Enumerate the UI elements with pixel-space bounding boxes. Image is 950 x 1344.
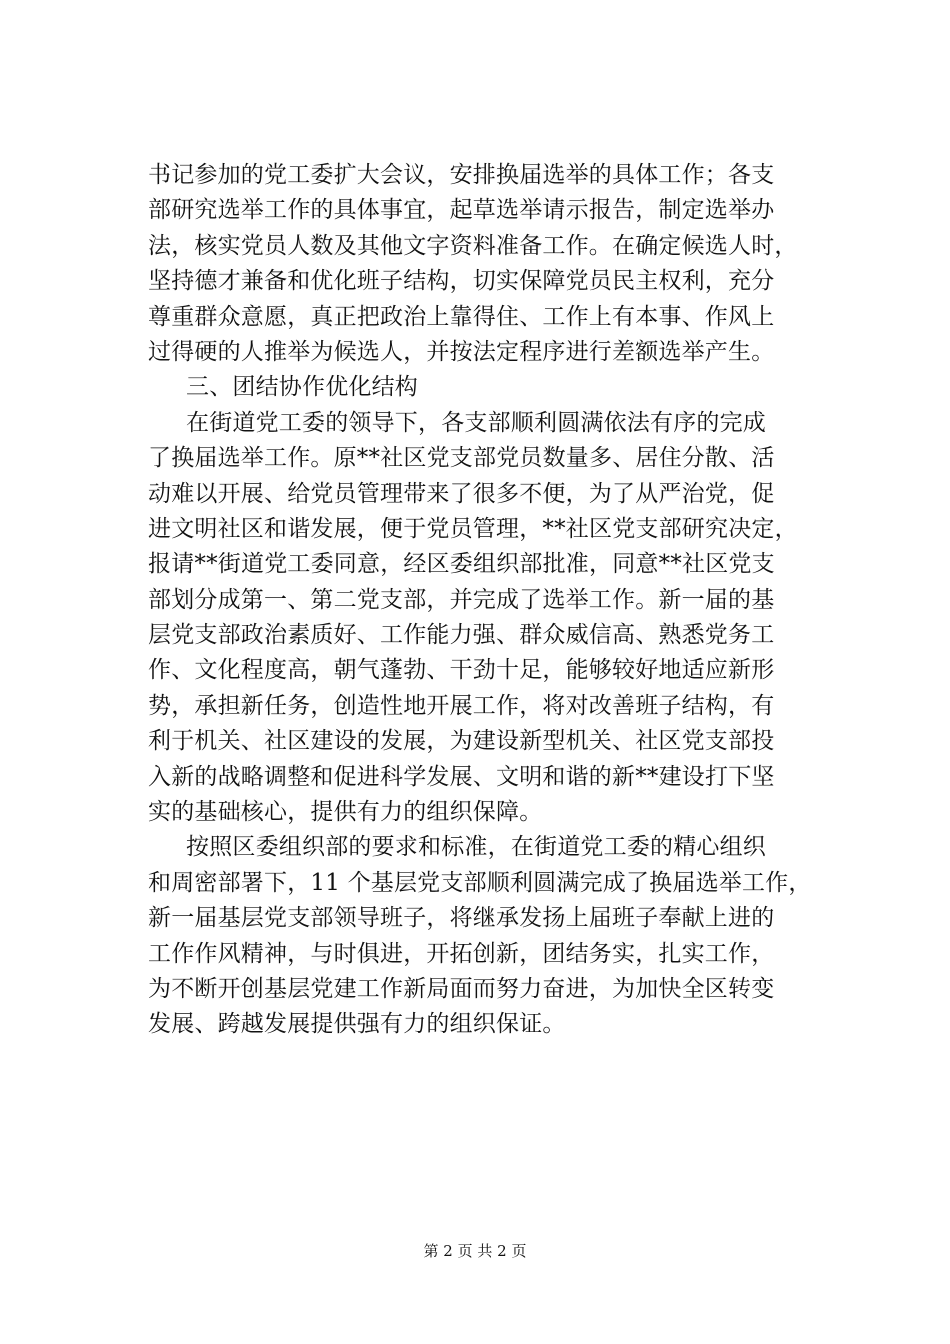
paragraph-first-line: 在街道党工委的领导下，各支部顺利圆满依法有序的完成: [186, 409, 766, 436]
text-line: 坚持德才兼备和优化班子结构，切实保障党员民主权利，充分: [148, 268, 775, 295]
text-line: 法，核实党员人数及其他文字资料准备工作。在确定候选人时，: [148, 232, 798, 259]
text-line: 报请**街道党工委同意，经区委组织部批准，同意**社区党支: [148, 551, 775, 578]
text-line: 发展、跨越发展提供强有力的组织保证。: [148, 1011, 566, 1038]
page-footer: [0, 1239, 950, 1263]
text-line: 利于机关、社区建设的发展，为建设新型机关、社区党支部投: [148, 728, 775, 755]
text-line: 动难以开展、给党员管理带来了很多不便，为了从严治党，促: [148, 480, 775, 507]
text-line: 部研究选举工作的具体事宜，起草选举请示报告，制定选举办: [148, 197, 775, 224]
text-line: 实的基础核心，提供有力的组织保障。: [148, 799, 543, 826]
text-line: 尊重群众意愿，真正把政治上靠得住、工作上有本事、作风上: [148, 303, 775, 330]
text-line: 书记参加的党工委扩大会议，安排换届选举的具体工作；各支: [148, 162, 775, 188]
text-line: 新一届基层党支部领导班子，将继承发扬上届班子奉献上进的: [148, 905, 775, 932]
text-line: 势，承担新任务，创造性地开展工作，将对改善班子结构，有: [148, 692, 775, 719]
text-line: 部划分成第一、第二党支部，并完成了选举工作。新一届的基: [148, 586, 775, 613]
text-line: 为不断开创基层党建工作新局面而努力奋进，为加快全区转变: [148, 975, 775, 1002]
text-line: 过得硬的人推举为候选人，并按法定程序进行差额选举产生。: [148, 338, 775, 365]
page-number: 第 2 页 共 2 页: [423, 1242, 527, 1260]
text-line: 层党支部政治素质好、工作能力强、群众威信高、熟悉党务工: [148, 622, 775, 649]
text-line: 了换届选举工作。原**社区党支部党员数量多、居住分散、活: [148, 445, 775, 472]
text-line: 和周密部署下，11 个基层党支部顺利圆满完成了换届选举工作，: [148, 869, 812, 896]
text-line: 入新的战略调整和促进科学发展、文明和谐的新**建设打下坚: [148, 763, 775, 790]
text-line: 工作作风精神，与时俱进，开拓创新，团结务实，扎实工作，: [148, 940, 775, 967]
section-heading: 三、团结协作优化结构: [186, 374, 418, 401]
document-body: [148, 158, 848, 1043]
text-line: 进文明社区和谐发展，便于党员管理，**社区党支部研究决定，: [148, 515, 798, 542]
paragraph-first-line: 按照区委组织部的要求和标准，在街道党工委的精心组织: [186, 834, 766, 861]
text-line: 作、文化程度高，朝气蓬勃、干劲十足，能够较好地适应新形: [148, 657, 775, 684]
